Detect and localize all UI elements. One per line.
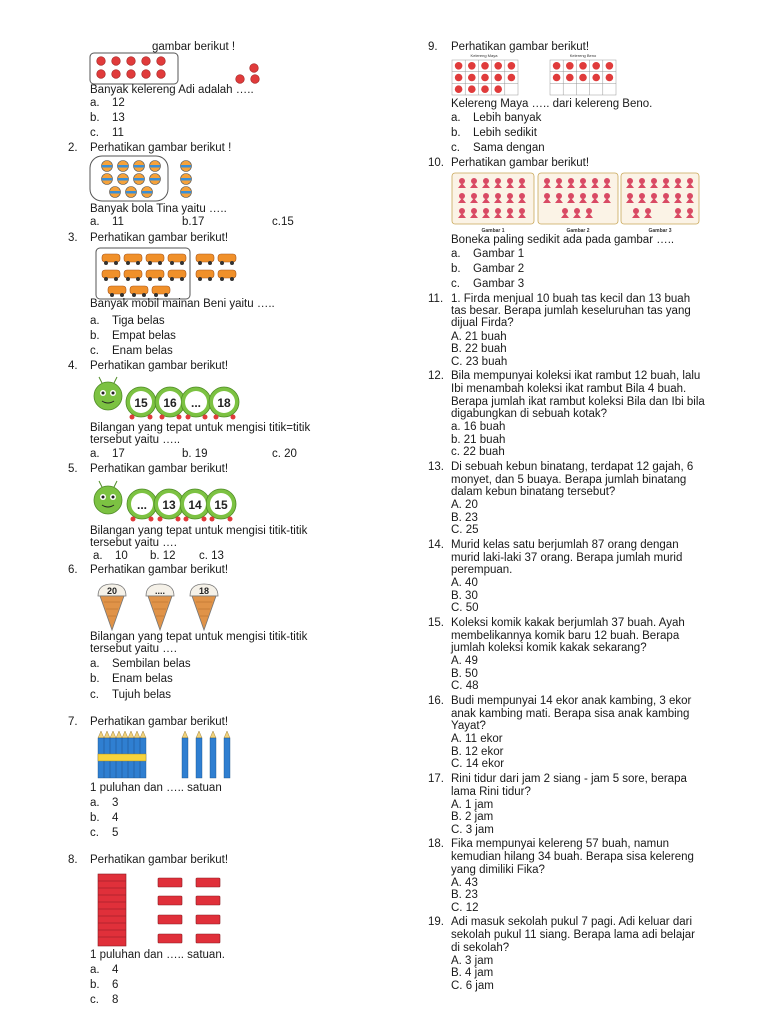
q16-number: 16. [428, 695, 444, 707]
ice-cream-image [94, 582, 224, 632]
q9-option-b-text: Lebih sedikit [473, 127, 537, 139]
grid-label: Kelereng Maya [470, 53, 498, 58]
q9-option-a-label: a. [451, 112, 461, 124]
q4-prompt: Perhatikan gambar berikut! [90, 360, 229, 372]
q15-line: Koleksi komik kakak berjumlah 37 buah. Ayah [451, 617, 685, 629]
q19-option-a: A. 3 jam [451, 955, 494, 967]
q3-option-c-text: Enam belas [112, 345, 173, 357]
q15-option-a: A. 49 [451, 655, 478, 667]
q19-option-c: C. 6 jam [451, 980, 494, 992]
q15-number: 15. [428, 617, 444, 629]
q17-option-b: B. 2 jam [451, 811, 494, 823]
q4-question-line2: tersebut yaitu ….. [90, 434, 181, 446]
q11-option-a: A. 21 buah [451, 331, 507, 343]
caterpillar-number: ... [190, 396, 202, 410]
q17-number: 17. [428, 773, 444, 785]
q8-number: 8. [68, 854, 78, 866]
grid-label: Kelereng Beno [569, 53, 597, 58]
q17-option-c: C. 3 jam [451, 824, 494, 836]
q15-line: jumlah koleksi komik kakak sekarang? [451, 642, 647, 654]
q6-question-line2: tersebut yaitu …. [90, 643, 177, 655]
q1-question: Banyak kelereng Adi adalah ….. [90, 84, 254, 96]
dolls-image [450, 172, 702, 234]
q1-prompt-tail: gambar berikut ! [152, 41, 236, 53]
q5-option-a-label: a. [93, 550, 103, 562]
q9-question: Kelereng Maya ….. dari kelereng Beno. [451, 98, 653, 110]
q3-option-a-text: Tiga belas [112, 315, 165, 327]
q1-option-a-text: 12 [112, 97, 125, 109]
q14-line: Murid kelas satu berjumlah 87 orang dengan [451, 539, 679, 551]
q18-line: kemudian hilang 34 buah. Berapa sisa kelereng [451, 851, 694, 863]
marble-grids-image [450, 53, 620, 97]
q19-number: 19. [428, 916, 444, 928]
caterpillar-image-q4 [92, 376, 242, 420]
caterpillar-number: 15 [214, 498, 228, 512]
q2-question: Banyak bola Tina yaitu ….. [90, 203, 227, 215]
q7-option-b-text: 4 [112, 812, 119, 824]
q4-option-a-text: 17 [112, 448, 125, 460]
q10-question: Boneka paling sedikit ada pada gambar ….. [451, 234, 675, 246]
q6-prompt: Perhatikan gambar berikut! [90, 564, 229, 576]
caterpillar-number: ... [136, 498, 148, 512]
q12-number: 12. [428, 370, 444, 382]
q10-option-a-label: a. [451, 248, 461, 260]
q3-number: 3. [68, 232, 78, 244]
pencils-image [96, 730, 238, 780]
toy-cars-image [96, 248, 246, 300]
lego-blocks-image [98, 872, 222, 948]
q1-option-c-label: c. [90, 127, 99, 139]
q5-option-a-text: 10 [115, 550, 128, 562]
q8-question: 1 puluhan dan ….. satuan. [90, 949, 225, 961]
q7-option-c-text: 5 [112, 827, 119, 839]
q9-option-c-label: c. [451, 142, 460, 154]
q18-line: Fika mempunyai kelereng 57 buah, namun [451, 838, 669, 850]
q12-line: digabungkan di sebuah kotak? [451, 408, 608, 420]
q17-option-a: A. 1 jam [451, 799, 494, 811]
q10-option-b-text: Gambar 2 [473, 263, 525, 275]
caterpillar-number: 16 [163, 396, 177, 410]
q16-line: Budi mempunyai 14 ekor anak kambing, 3 ekor [451, 695, 692, 707]
q6-question-line1: Bilangan yang tepat untuk mengisi titik-titik [90, 631, 308, 643]
q19-line: sekolah pukul 11 siang. Berapa lama adi belajar [451, 929, 695, 941]
q19-line: di sekolah? [451, 942, 510, 954]
q16-line: Yayat? [451, 720, 486, 732]
caterpillar-number: 14 [188, 498, 202, 512]
q14-number: 14. [428, 539, 444, 551]
q3-option-a-label: a. [90, 315, 100, 327]
q9-option-c-text: Sama dengan [473, 142, 545, 154]
q11-option-b: B. 22 buah [451, 343, 507, 355]
q16-option-a: A. 11 ekor [451, 733, 503, 745]
q10-number: 10. [428, 157, 444, 169]
q3-option-b-label: b. [90, 330, 100, 342]
q2-option-b: b.17 [182, 216, 205, 228]
q17-line: lama Rini tidur? [451, 786, 531, 798]
q18-option-a: A. 43 [451, 877, 478, 889]
q8-option-c-text: 8 [112, 994, 119, 1006]
q12-line: Bila mempunyai koleksi ikat rambut 12 buah, lalu [451, 370, 701, 382]
caterpillar-image-q5 [92, 480, 242, 524]
q4-question-line1: Bilangan yang tepat untuk mengisi titik=titik [90, 422, 311, 434]
q6-option-c-text: Tujuh belas [112, 689, 172, 701]
q9-option-a-text: Lebih banyak [473, 112, 542, 124]
ice-cream-number: 18 [198, 586, 210, 596]
q10-option-a-text: Gambar 1 [473, 248, 525, 260]
doll-caption: Gambar 3 [648, 228, 672, 234]
q7-option-b-label: b. [90, 812, 100, 824]
q4-option-c: c. 20 [272, 448, 297, 460]
q6-option-b-text: Enam belas [112, 673, 173, 685]
q7-option-c-label: c. [90, 827, 99, 839]
q14-line: perempuan. [451, 564, 513, 576]
q7-option-a-label: a. [90, 797, 100, 809]
q3-question: Banyak mobil mainan Beni yaitu ….. [90, 298, 275, 310]
caterpillar-number: 15 [134, 396, 148, 410]
q9-number: 9. [428, 41, 438, 53]
marbles-image [90, 52, 270, 88]
q16-option-b: B. 12 ekor [451, 746, 504, 758]
q4-option-b: b. 19 [182, 448, 208, 460]
q14-line: murid laki-laki 37 orang. Berapa jumlah murid [451, 552, 683, 564]
q15-option-c: C. 48 [451, 680, 479, 692]
q18-line: yang dimiliki Fika? [451, 864, 545, 876]
q2-prompt: Perhatikan gambar berikut ! [90, 142, 232, 154]
q13-line: monyet, dan 5 buaya. Berapa jumlah binatang [451, 474, 687, 486]
q3-option-c-label: c. [90, 345, 99, 357]
q12-line: Ibi menambah koleksi ikat rambut Bila 4 buah. [451, 383, 687, 395]
q5-question-line1: Bilangan yang tepat untuk mengisi titik-titik [90, 525, 308, 537]
q15-line: membelikannya komik baru 12 buah. Berapa [451, 630, 680, 642]
q6-option-a-text: Sembilan belas [112, 658, 191, 670]
caterpillar-number: 13 [162, 498, 176, 512]
q10-option-c-label: c. [451, 278, 460, 290]
caterpillar-number: 18 [217, 396, 231, 410]
q15-option-b: B. 50 [451, 668, 478, 680]
q2-option-a-label: a. [90, 216, 100, 228]
q5-question-line2: tersebut yaitu …. [90, 537, 177, 549]
q7-prompt: Perhatikan gambar berikut! [90, 716, 229, 728]
doll-caption: Gambar 2 [566, 228, 590, 234]
q16-line: anak kambing mati. Berapa sisa anak kambing [451, 708, 690, 720]
q1-option-b-label: b. [90, 112, 100, 124]
doll-caption: Gambar 1 [481, 228, 505, 234]
balls-image [90, 156, 210, 202]
q7-option-a-text: 3 [112, 797, 119, 809]
q13-option-b: B. 23 [451, 512, 478, 524]
q3-option-b-text: Empat belas [112, 330, 176, 342]
q10-option-b-label: b. [451, 263, 461, 275]
q4-number: 4. [68, 360, 78, 372]
q9-option-b-label: b. [451, 127, 461, 139]
ice-cream-number: .... [154, 586, 166, 596]
q10-prompt: Perhatikan gambar berikut! [451, 157, 590, 169]
q1-option-c-text: 11 [112, 127, 124, 139]
q8-option-a-label: a. [90, 964, 100, 976]
q7-question: 1 puluhan dan ….. satuan [90, 782, 222, 794]
q13-option-c: C. 25 [451, 524, 479, 536]
q13-line: dalam kebun binatang tersebut? [451, 486, 616, 498]
q14-option-b: B. 30 [451, 590, 478, 602]
q18-number: 18. [428, 838, 444, 850]
q6-option-c-label: c. [90, 689, 99, 701]
q6-option-a-label: a. [90, 658, 100, 670]
q8-option-c-label: c. [90, 994, 99, 1006]
q16-option-c: C. 14 ekor [451, 758, 505, 770]
q6-number: 6. [68, 564, 78, 576]
ice-cream-number: 20 [106, 586, 118, 596]
q2-option-c: c.15 [272, 216, 294, 228]
q5-option-c: c. 13 [199, 550, 224, 562]
q12-option-b: b. 21 buah [451, 434, 506, 446]
q19-line: Adi masuk sekolah pukul 7 pagi. Adi keluar dari [451, 916, 693, 928]
q5-number: 5. [68, 463, 78, 475]
q9-prompt: Perhatikan gambar berikut! [451, 41, 590, 53]
q2-number: 2. [68, 142, 78, 154]
q11-option-c: C. 23 buah [451, 356, 508, 368]
q4-option-a-label: a. [90, 448, 100, 460]
q8-option-b-label: b. [90, 979, 100, 991]
q17-line: Rini tidur dari jam 2 siang - jam 5 sore, berapa [451, 773, 687, 785]
q13-number: 13. [428, 461, 444, 473]
q10-option-c-text: Gambar 3 [473, 278, 525, 290]
q8-option-b-text: 6 [112, 979, 119, 991]
q1-option-a-label: a. [90, 97, 100, 109]
q13-option-a: A. 20 [451, 499, 478, 511]
q14-option-c: C. 50 [451, 602, 479, 614]
q11-line: tas besar. Berapa jumlah keseluruhan tas yang [451, 305, 691, 317]
q18-option-c: C. 12 [451, 902, 479, 914]
q19-option-b: B. 4 jam [451, 967, 494, 979]
q1-option-b-text: 13 [112, 112, 125, 124]
q6-option-b-label: b. [90, 673, 100, 685]
q8-option-a-text: 4 [112, 964, 119, 976]
q7-number: 7. [68, 716, 78, 728]
q12-line: Berapa jumlah ikat rambut koleksi Bila dan Ibi bila [451, 396, 705, 408]
q11-number: 11. [428, 293, 444, 305]
q18-option-b: B. 23 [451, 889, 478, 901]
q3-prompt: Perhatikan gambar berikut! [90, 232, 229, 244]
q12-option-a: a. 16 buah [451, 421, 506, 433]
q5-prompt: Perhatikan gambar berikut! [90, 463, 229, 475]
q5-option-b: b. 12 [150, 550, 176, 562]
q8-prompt: Perhatikan gambar berikut! [90, 854, 229, 866]
q11-line: dijual Firda? [451, 317, 514, 329]
q12-option-c: c. 22 buah [451, 446, 505, 458]
q14-option-a: A. 40 [451, 577, 478, 589]
q11-line: 1. Firda menjual 10 buah tas kecil dan 13 buah [451, 293, 691, 305]
q2-option-a-text: 11 [112, 216, 124, 228]
q13-line: Di sebuah kebun binatang, terdapat 12 gajah, 6 [451, 461, 694, 473]
